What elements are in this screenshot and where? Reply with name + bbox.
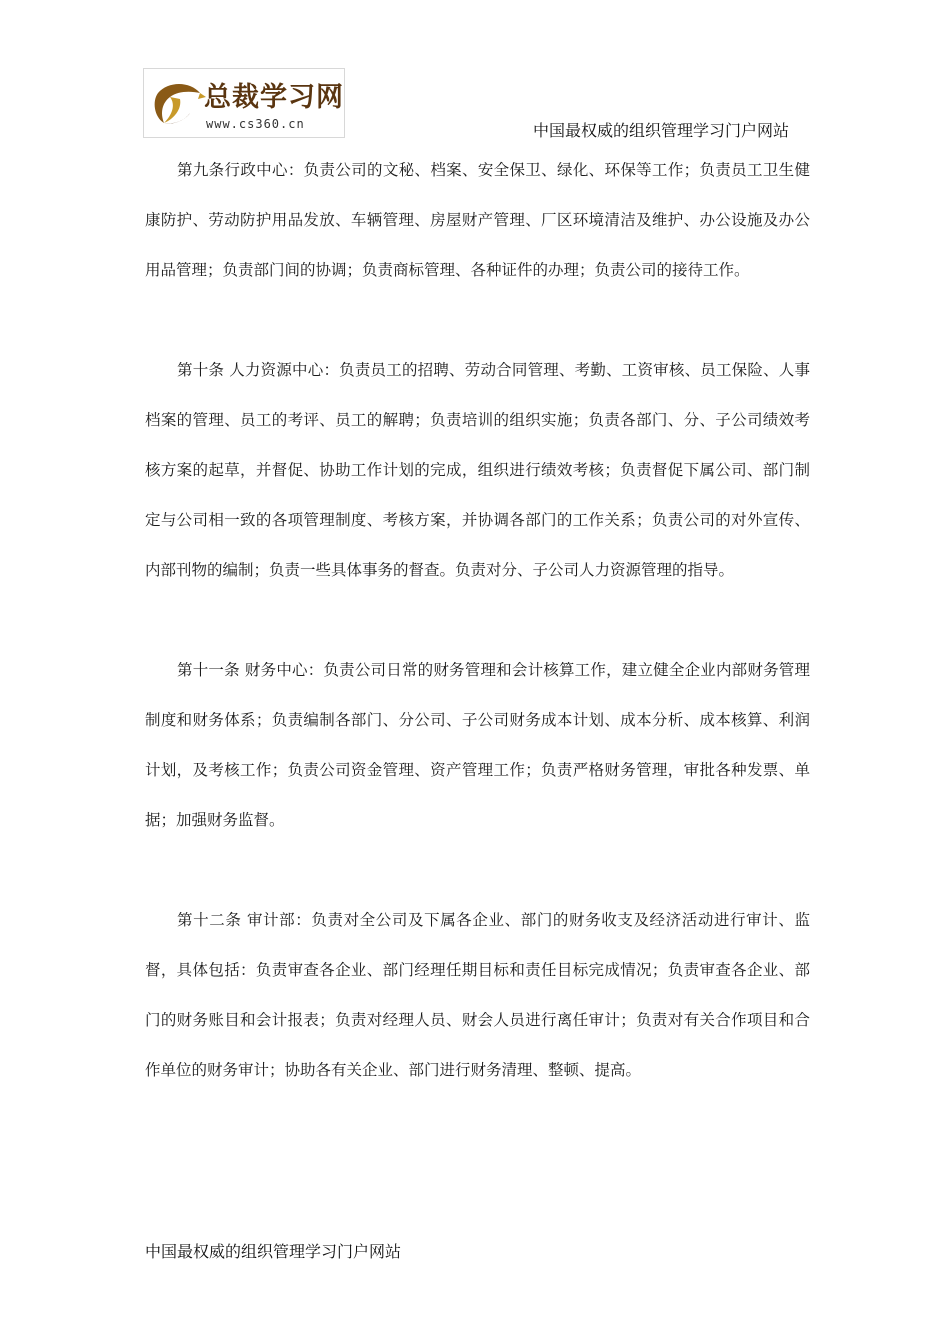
document-body bbox=[145, 145, 810, 1095]
site-logo bbox=[143, 68, 345, 138]
bird-logo-icon bbox=[150, 79, 206, 129]
paragraph-article-9: 第九条行政中心：负责公司的文秘、档案、安全保卫、绿化、环保等工作；负责员工卫生健康防护、劳动防护用品发放、车辆管理、房屋财产管理、厂区环境清洁及维护、办公设施及办公用品管理；负责部门间的协调；负责商标管理、各种证件的办理；负责公司的接待工作。 bbox=[145, 161, 810, 279]
paragraph-article-12: 第十二条 审计部：负责对全公司及下属各企业、部门的财务收支及经济活动进行审计、监督，具体包括：负责审查各企业、部门经理任期目标和责任目标完成情况；负责审查各企业、部门的财务账目和会计报表；负责对经理人员、财会人员进行离任审计；负责对有关合作项目和合作单位的财务审计；协助各有关企业、部门进行财务清理、整顿、提高。 bbox=[145, 911, 810, 1079]
logo-title: 总裁学习网 bbox=[204, 82, 344, 113]
paragraph-article-10: 第十条 人力资源中心：负责员工的招聘、劳动合同管理、考勤、工资审核、员工保险、人事档案的管理、员工的考评、员工的解聘；负责培训的组织实施；负责各部门、分、子公司绩效考核方案的起草，并督促、协助工作计划的完成，组织进行绩效考核；负责督促下属公司、部门制定与公司相一致的各项管理制度、考核方案，并协调各部门的工作关系；负责公司的对外宣传、内部刊物的编制；负责一些具体事务的督查。负责对分、子公司人力资源管理的指导。 bbox=[145, 361, 810, 579]
header-tagline: 中国最权威的组织管理学习门户网站 bbox=[533, 121, 790, 140]
logo-url: www.cs360.cn bbox=[206, 117, 305, 131]
footer-tagline: 中国最权威的组织管理学习门户网站 bbox=[145, 1242, 402, 1261]
paragraph-article-11: 第十一条 财务中心：负责公司日常的财务管理和会计核算工作，建立健全企业内部财务管理制度和财务体系；负责编制各部门、分公司、子公司财务成本计划、成本分析、成本核算、利润计划，及考核工作；负责公司资金管理、资产管理工作；负责严格财务管理，审批各种发票、单据；加强财务监督。 bbox=[145, 661, 810, 829]
